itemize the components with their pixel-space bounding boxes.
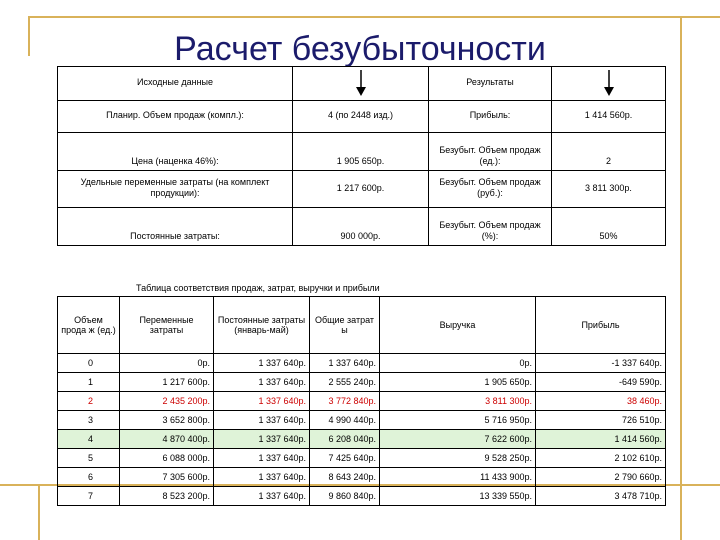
results-arrow-cell — [552, 67, 666, 101]
table-cell: 4 990 440р. — [310, 411, 380, 430]
column-header: Объем прода ж (ед.) — [58, 297, 120, 354]
column-header: Выручка — [380, 297, 536, 354]
page-title: Расчет безубыточности — [174, 30, 546, 68]
table-cell: 3 652 800р. — [120, 411, 214, 430]
table-cell: 6 — [58, 468, 120, 487]
table-cell: 1 — [58, 373, 120, 392]
column-header: Переменные затраты — [120, 297, 214, 354]
table-cell: 5 — [58, 449, 120, 468]
table-row — [58, 468, 666, 487]
input-label: Постоянные затраты: — [58, 207, 293, 245]
table-cell: 1 337 640р. — [214, 487, 310, 506]
result-label: Прибыль: — [429, 101, 552, 133]
decor-line-right — [680, 16, 682, 540]
table-row — [58, 411, 666, 430]
table-cell: 2 435 200р. — [120, 392, 214, 411]
table-cell: 38 460р. — [536, 392, 666, 411]
table-cell: 2 — [58, 392, 120, 411]
table-cell: 1 337 640р. — [214, 430, 310, 449]
table-cell: 4 — [58, 430, 120, 449]
result-label: Безубыт. Объем продаж (ед.): — [429, 133, 552, 171]
table-cell: 1 337 640р. — [214, 468, 310, 487]
input-value: 4 (по 2448 изд.) — [293, 101, 429, 133]
arrow-down-icon — [355, 70, 367, 96]
table-cell: 1 337 640р. — [310, 354, 380, 373]
table-cell: 1 905 650р. — [380, 373, 536, 392]
table-cell: 1 337 640р. — [214, 392, 310, 411]
table-cell: 3 811 300р. — [380, 392, 536, 411]
table-row-planned — [58, 430, 666, 449]
sales-costs-table — [57, 296, 666, 506]
table-row — [58, 354, 666, 373]
table-cell: 0р. — [120, 354, 214, 373]
table-cell: 726 510р. — [536, 411, 666, 430]
table-caption: Таблица соответствия продаж, затрат, выручки и прибыли — [136, 283, 380, 293]
table-cell: 6 208 040р. — [310, 430, 380, 449]
table-cell: 3 478 710р. — [536, 487, 666, 506]
table-header-row — [58, 297, 666, 354]
decor-line-top — [28, 16, 720, 18]
table-cell: 7 425 640р. — [310, 449, 380, 468]
table-cell: 7 305 600р. — [120, 468, 214, 487]
result-label: Безубыт. Объем продаж (руб.): — [429, 171, 552, 207]
table-cell: 1 337 640р. — [214, 449, 310, 468]
column-header: Постоянные затраты (январь-май) — [214, 297, 310, 354]
table-row — [58, 487, 666, 506]
table-cell: 7 — [58, 487, 120, 506]
table-cell: 2 555 240р. — [310, 373, 380, 392]
table-cell: 9 860 840р. — [310, 487, 380, 506]
input-value: 900 000р. — [293, 207, 429, 245]
result-value: 1 414 560р. — [552, 101, 666, 133]
table-cell: 1 337 640р. — [214, 411, 310, 430]
column-header: Общие затрат ы — [310, 297, 380, 354]
input-value: 1 905 650р. — [293, 133, 429, 171]
table-cell: 8 643 240р. — [310, 468, 380, 487]
table-cell: 13 339 550р. — [380, 487, 536, 506]
table-cell: -1 337 640р. — [536, 354, 666, 373]
table-cell: 5 716 950р. — [380, 411, 536, 430]
input-results-table — [57, 66, 666, 246]
table-cell: 3 772 840р. — [310, 392, 380, 411]
table-cell: 4 870 400р. — [120, 430, 214, 449]
result-label: Безубыт. Объем продаж (%): — [429, 207, 552, 245]
table-cell: 1 217 600р. — [120, 373, 214, 392]
table-row-breakeven — [58, 392, 666, 411]
table-cell: -649 590р. — [536, 373, 666, 392]
result-value: 3 811 300р. — [552, 171, 666, 207]
table-cell: 2 790 660р. — [536, 468, 666, 487]
input-header: Исходные данные — [58, 67, 293, 101]
table-cell: 1 337 640р. — [214, 373, 310, 392]
table-cell: 7 622 600р. — [380, 430, 536, 449]
table-cell: 11 433 900р. — [380, 468, 536, 487]
table-cell: 1 337 640р. — [214, 354, 310, 373]
result-value: 2 — [552, 133, 666, 171]
table-cell: 2 102 610р. — [536, 449, 666, 468]
column-header: Прибыль — [536, 297, 666, 354]
table-cell: 6 088 000р. — [120, 449, 214, 468]
input-label: Удельные переменные затраты (на комплект продукции): — [58, 171, 293, 207]
table-cell: 0р. — [380, 354, 536, 373]
results-header: Результаты — [429, 67, 552, 101]
input-label: Планир. Объем продаж (компл.): — [58, 101, 293, 133]
arrow-down-icon — [603, 70, 615, 96]
result-value: 50% — [552, 207, 666, 245]
table-cell: 9 528 250р. — [380, 449, 536, 468]
table-cell: 3 — [58, 411, 120, 430]
table-cell: 0 — [58, 354, 120, 373]
table-cell: 1 414 560р. — [536, 430, 666, 449]
input-arrow-cell — [293, 67, 429, 101]
input-label: Цена (наценка 46%): — [58, 133, 293, 171]
table-row — [58, 449, 666, 468]
table-cell: 8 523 200р. — [120, 487, 214, 506]
input-value: 1 217 600р. — [293, 171, 429, 207]
decor-line-lower-left — [38, 484, 40, 540]
table-row — [58, 373, 666, 392]
